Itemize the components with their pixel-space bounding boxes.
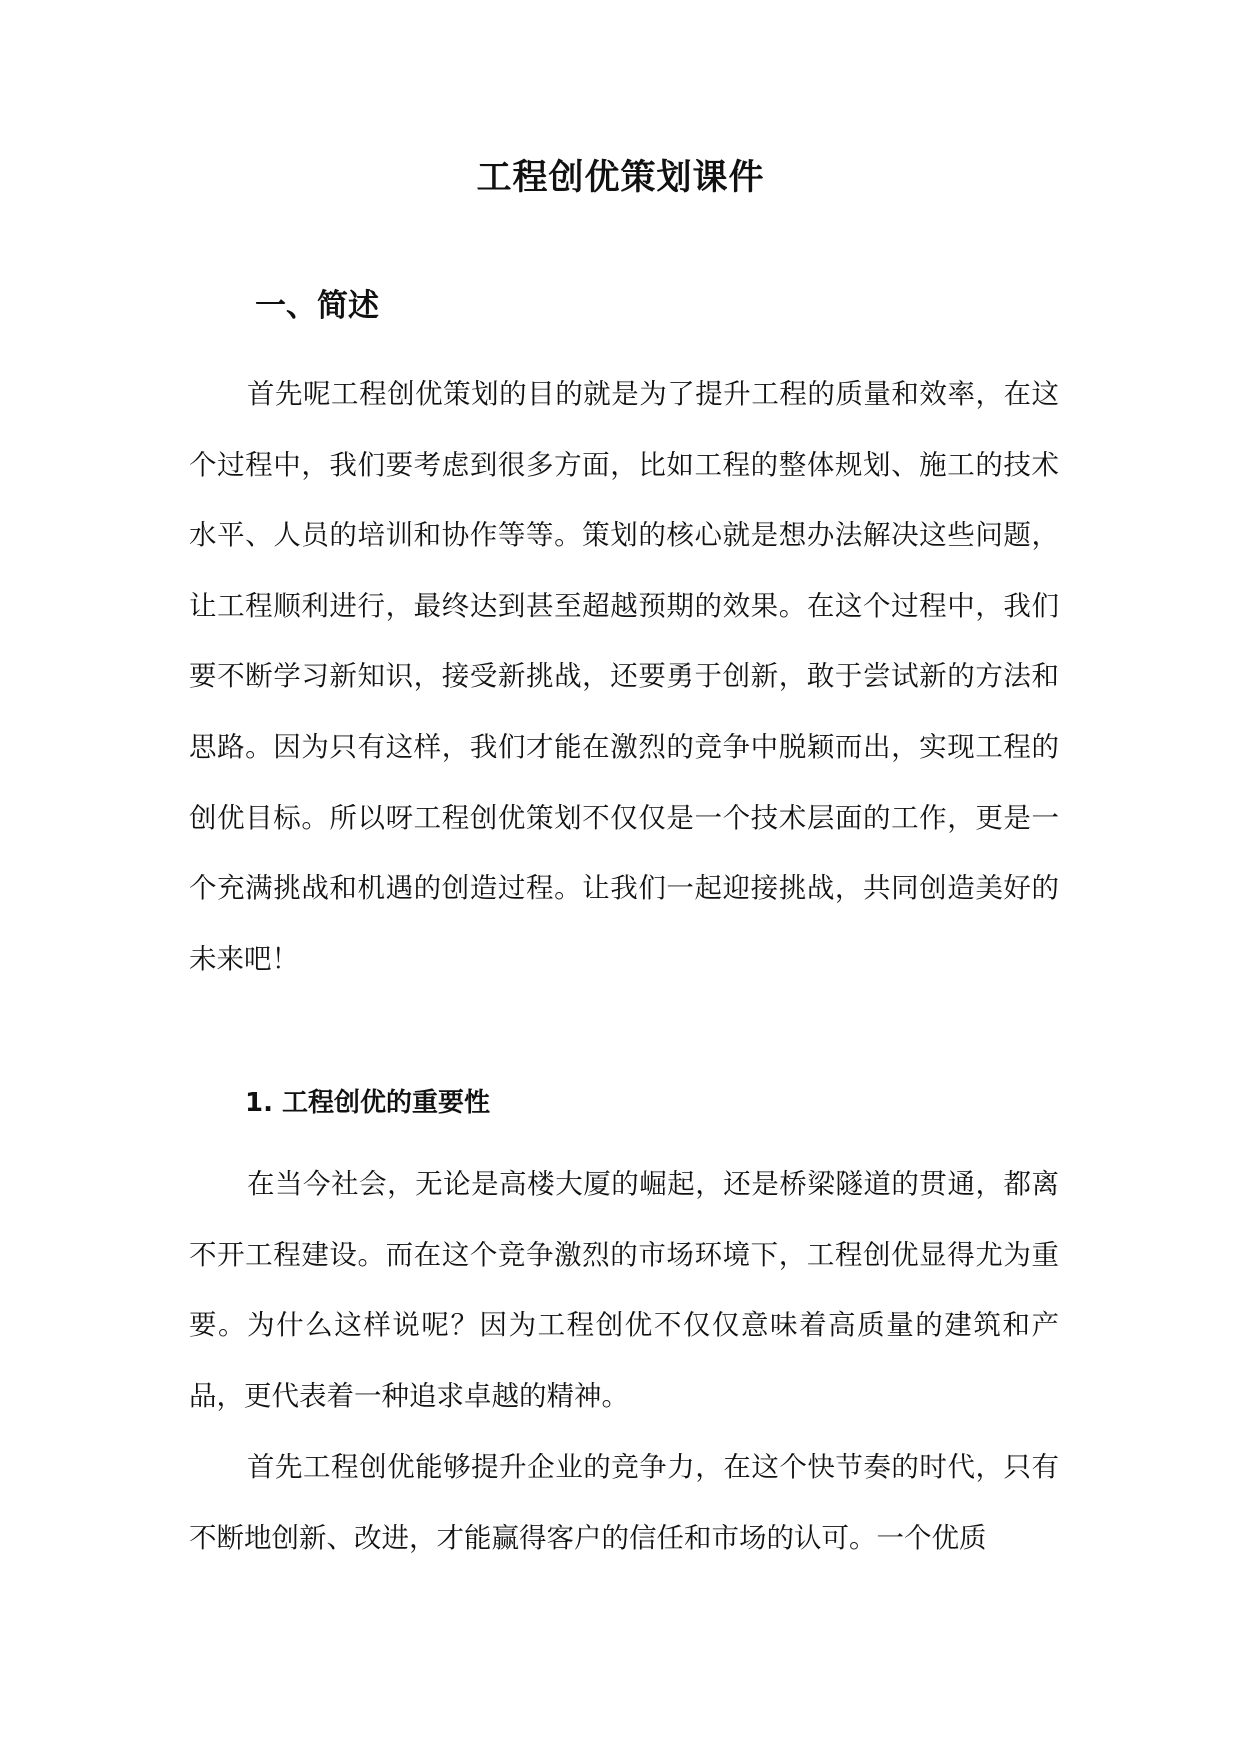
section-overview-paragraph: 首先呢工程创优策划的目的就是为了提升工程的质量和效率，在这个过程中，我们要考虑到很多方面，比如工程的整体规划、施工的技术水平、人员的培训和协作等等。策划的核心就是想办法解决这些问题，让工程顺利进行，最终达到甚至超越预期的效果。在这个过程中，我们要不断学习新知识，接受新挑战，还要勇于创新，敢于尝试新的方法和思路。因为只有这样，我们才能在激烈的竞争中脱颖而出，实现工程的创优目标。所以呀工程创优策划不仅仅是一个技术层面的工作，更是一个充满挑战和机遇的创造过程。让我们一起迎接挑战，共同创造美好的未来吧！ bbox=[189, 378, 1059, 975]
section-heading-overview: 一、简述 bbox=[255, 288, 379, 324]
document-title: 工程创优策划课件 bbox=[476, 158, 765, 198]
importance-paragraph-2: 首先工程创优能够提升企业的竞争力，在这个快节奏的时代，只有不断地创新、改进，才能赢得客户的信任和市场的认可。一个优质 bbox=[189, 1451, 1059, 1554]
importance-paragraph-1: 在当今社会，无论是高楼大厦的崛起，还是桥梁隧道的贯通，都离不开工程建设。而在这个竞争激烈的市场环境下，工程创优显得尤为重要。为什么这样说呢？因为工程创优不仅仅意味着高质量的建筑和产品，更代表着一种追求卓越的精神。 bbox=[189, 1168, 1059, 1412]
subsection-heading-importance: 1. 工程创优的重要性 bbox=[245, 1088, 491, 1118]
